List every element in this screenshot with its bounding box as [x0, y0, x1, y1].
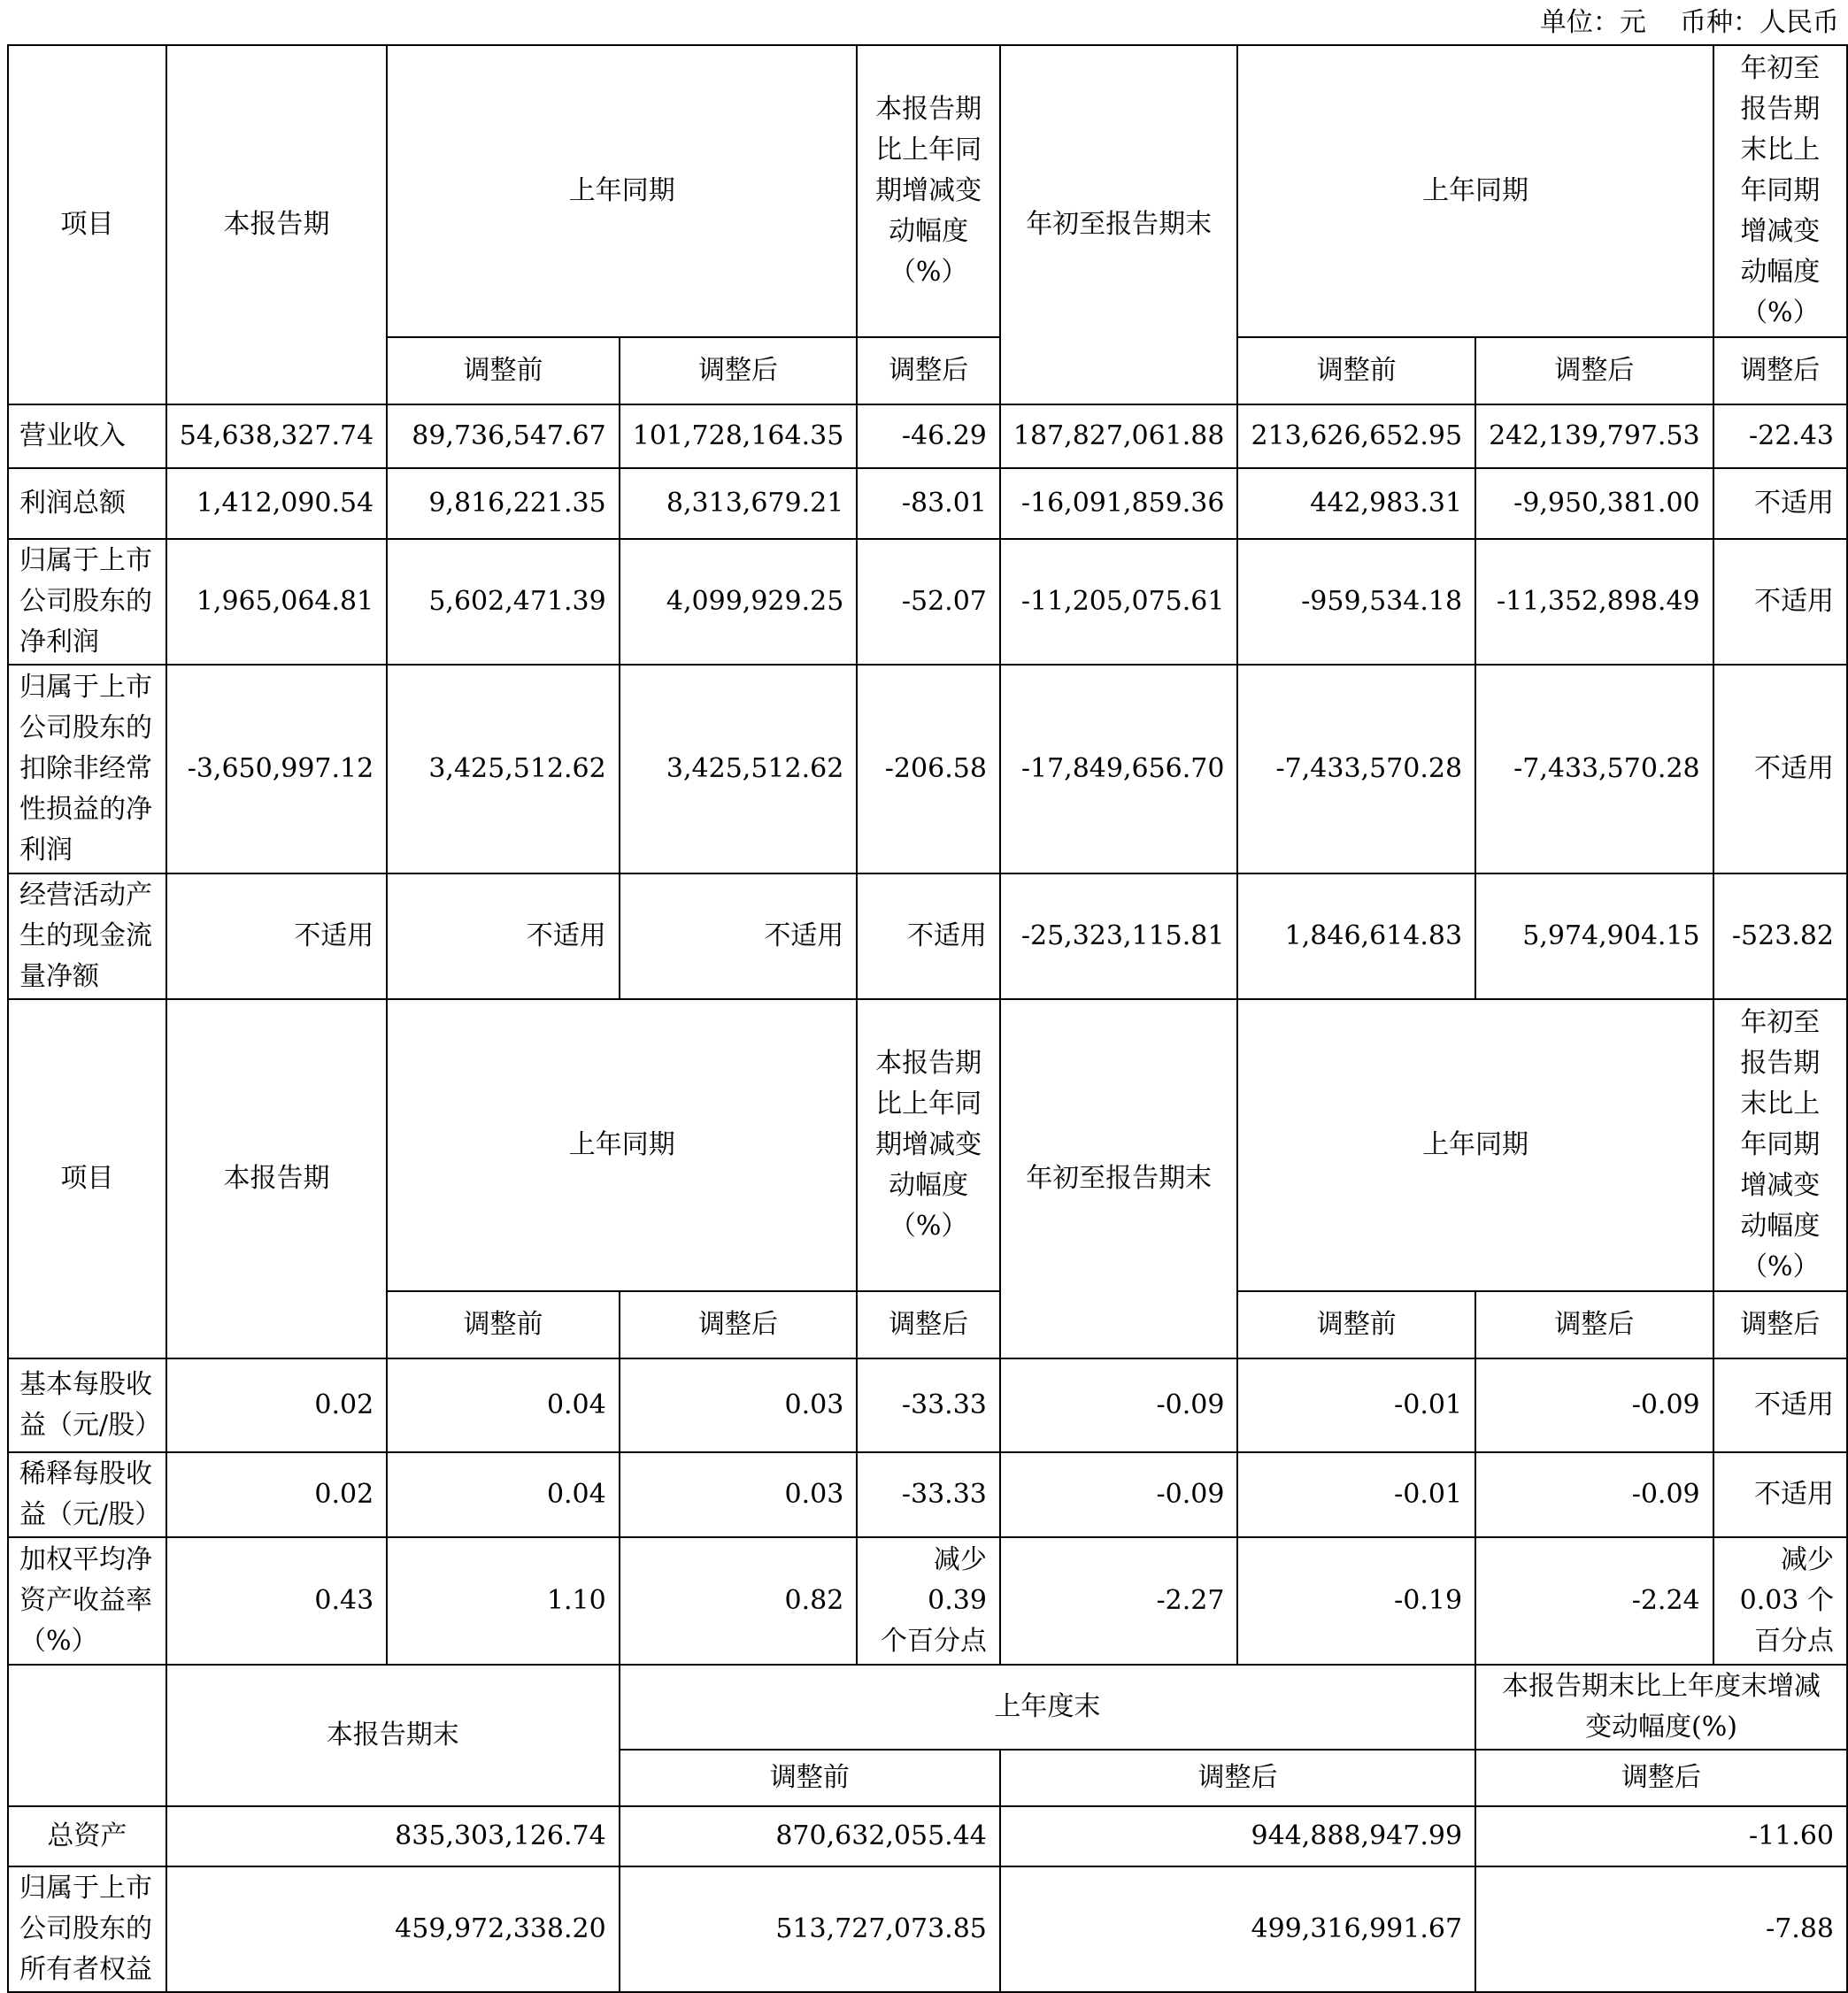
header-period-end: 本报告期末 — [166, 1665, 620, 1806]
cell-value: 不适用 — [1713, 665, 1847, 873]
cell-value: 0.02 — [166, 1358, 387, 1452]
header-prior-same-period: 上年同期 — [387, 999, 857, 1291]
cell-value: 1,965,064.81 — [166, 539, 387, 665]
header-empty — [8, 1665, 166, 1806]
cell-value: 9,816,221.35 — [387, 468, 620, 539]
cell-value: -0.09 — [1475, 1358, 1713, 1452]
cell-value: 3,425,512.62 — [387, 665, 620, 873]
header-after-adjustment: 调整后 — [1713, 337, 1847, 404]
cell-value: -0.01 — [1237, 1358, 1475, 1452]
cell-value: -9,950,381.00 — [1475, 468, 1713, 539]
row-label: 稀释每股收 益（元/股） — [8, 1452, 166, 1537]
cell-value: -33.33 — [857, 1452, 1000, 1537]
row-label: 总资产 — [8, 1806, 166, 1866]
header-item: 项目 — [8, 45, 166, 404]
header-period-change: 本报告期 比上年同 期增减变 动幅度 （%） — [857, 999, 1000, 1291]
header-after-adjustment: 调整后 — [1475, 1750, 1847, 1806]
cell-value: -11,205,075.61 — [1000, 539, 1238, 665]
cell-value: 0.82 — [620, 1537, 858, 1665]
header-current-period: 本报告期 — [166, 45, 387, 404]
header-prior-year-end: 上年度末 — [620, 1665, 1475, 1750]
cell-value: -16,091,859.36 — [1000, 468, 1238, 539]
cell-value: -0.09 — [1475, 1452, 1713, 1537]
cell-value: -33.33 — [857, 1358, 1000, 1452]
cell-value: -2.24 — [1475, 1537, 1713, 1665]
cell-value: -17,849,656.70 — [1000, 665, 1238, 873]
cell-value: 0.04 — [387, 1358, 620, 1452]
cell-value: 不适用 — [1713, 1358, 1847, 1452]
unit-currency-note: 单位：元 币种：人民币 — [1539, 7, 1839, 38]
cell-value: 不适用 — [1713, 539, 1847, 665]
cell-value: 870,632,055.44 — [620, 1806, 1000, 1866]
cell-value: 0.43 — [166, 1537, 387, 1665]
cell-value: 不适用 — [387, 873, 620, 999]
cell-value: 459,972,338.20 — [166, 1866, 620, 1992]
header-after-adjustment: 调整后 — [1713, 1291, 1847, 1358]
cell-value: -0.09 — [1000, 1452, 1238, 1537]
header-after-adjustment: 调整后 — [1475, 337, 1713, 404]
cell-value: 54,638,327.74 — [166, 404, 387, 468]
cell-value: 499,316,991.67 — [1000, 1866, 1475, 1992]
header-after-adjustment: 调整后 — [1475, 1291, 1713, 1358]
cell-value: -206.58 — [857, 665, 1000, 873]
cell-value: 101,728,164.35 — [620, 404, 858, 468]
cell-value: 不适用 — [1713, 1452, 1847, 1537]
cell-value: 835,303,126.74 — [166, 1806, 620, 1866]
header-before-adjustment: 调整前 — [1237, 337, 1475, 404]
table-row — [8, 539, 1847, 665]
cell-value: 442,983.31 — [1237, 468, 1475, 539]
row-label: 归属于上市 公司股东的 净利润 — [8, 539, 166, 665]
cell-value: 944,888,947.99 — [1000, 1806, 1475, 1866]
header-after-adjustment: 调整后 — [1000, 1750, 1475, 1806]
header-period-end-change: 本报告期末比上年度末增减 变动幅度(%) — [1475, 1665, 1847, 1750]
cell-value: 5,602,471.39 — [387, 539, 620, 665]
cell-value: 不适用 — [620, 873, 858, 999]
cell-value: 5,974,904.15 — [1475, 873, 1713, 999]
table-row — [8, 1806, 1847, 1866]
cell-value: -22.43 — [1713, 404, 1847, 468]
cell-value: 1.10 — [387, 1537, 620, 1665]
cell-value: -0.09 — [1000, 1358, 1238, 1452]
cell-value: 减少 0.39 个百分点 — [857, 1537, 1000, 1665]
header-before-adjustment: 调整前 — [387, 337, 620, 404]
cell-value: 1,846,614.83 — [1237, 873, 1475, 999]
header-before-adjustment: 调整前 — [620, 1750, 1000, 1806]
cell-value: 4,099,929.25 — [620, 539, 858, 665]
cell-value: 242,139,797.53 — [1475, 404, 1713, 468]
cell-value: 213,626,652.95 — [1237, 404, 1475, 468]
header-after-adjustment: 调整后 — [857, 1291, 1000, 1358]
header-before-adjustment: 调整前 — [387, 1291, 620, 1358]
header-prior-same-period-ytd: 上年同期 — [1237, 45, 1713, 337]
cell-value: -0.01 — [1237, 1452, 1475, 1537]
cell-value: 187,827,061.88 — [1000, 404, 1238, 468]
header-prior-same-period: 上年同期 — [387, 45, 857, 337]
header-after-adjustment: 调整后 — [857, 337, 1000, 404]
cell-value: -7.88 — [1475, 1866, 1847, 1992]
header-ytd: 年初至报告期末 — [1000, 45, 1238, 404]
header-after-adjustment: 调整后 — [620, 1291, 858, 1358]
table-row — [8, 1358, 1847, 1452]
cell-value: -83.01 — [857, 468, 1000, 539]
header-current-period: 本报告期 — [166, 999, 387, 1358]
cell-value: -46.29 — [857, 404, 1000, 468]
cell-value: 0.04 — [387, 1452, 620, 1537]
table-row — [8, 873, 1847, 999]
header-item: 项目 — [8, 999, 166, 1358]
cell-value: 不适用 — [857, 873, 1000, 999]
header-ytd-change: 年初至 报告期 末比上 年同期 增减变 动幅度 （%） — [1713, 45, 1847, 337]
row-label: 归属于上市 公司股东的 扣除非经常 性损益的净 利润 — [8, 665, 166, 873]
cell-value: -523.82 — [1713, 873, 1847, 999]
cell-value: 89,736,547.67 — [387, 404, 620, 468]
table-row — [8, 468, 1847, 539]
financial-data-table — [7, 44, 1848, 1993]
header-before-adjustment: 调整前 — [1237, 1291, 1475, 1358]
cell-value: 513,727,073.85 — [620, 1866, 1000, 1992]
table-row — [8, 404, 1847, 468]
cell-value: -7,433,570.28 — [1237, 665, 1475, 873]
header-ytd: 年初至报告期末 — [1000, 999, 1238, 1358]
row-label: 营业收入 — [8, 404, 166, 468]
table-row — [8, 1537, 1847, 1665]
header-ytd-change: 年初至 报告期 末比上 年同期 增减变 动幅度 （%） — [1713, 999, 1847, 1291]
row-label: 加权平均净 资产收益率 （%） — [8, 1537, 166, 1665]
cell-value: -11,352,898.49 — [1475, 539, 1713, 665]
header-prior-same-period-ytd: 上年同期 — [1237, 999, 1713, 1291]
cell-value: -52.07 — [857, 539, 1000, 665]
cell-value: 0.03 — [620, 1452, 858, 1537]
cell-value: 减少 0.03 个 百分点 — [1713, 1537, 1847, 1665]
header-period-change: 本报告期 比上年同 期增减变 动幅度 （%） — [857, 45, 1000, 337]
row-label: 利润总额 — [8, 468, 166, 539]
row-label: 经营活动产 生的现金流 量净额 — [8, 873, 166, 999]
cell-value: 不适用 — [166, 873, 387, 999]
table-row — [8, 1452, 1847, 1537]
cell-value: 不适用 — [1713, 468, 1847, 539]
cell-value: 0.03 — [620, 1358, 858, 1452]
row-label: 基本每股收 益（元/股） — [8, 1358, 166, 1452]
cell-value: 0.02 — [166, 1452, 387, 1537]
header-after-adjustment: 调整后 — [620, 337, 858, 404]
section2-header-row-1 — [8, 999, 1847, 1291]
cell-value: -0.19 — [1237, 1537, 1475, 1665]
cell-value: 1,412,090.54 — [166, 468, 387, 539]
cell-value: -3,650,997.12 — [166, 665, 387, 873]
cell-value: -2.27 — [1000, 1537, 1238, 1665]
cell-value: 8,313,679.21 — [620, 468, 858, 539]
section1-header-row-1 — [8, 45, 1847, 337]
table-row — [8, 1866, 1847, 1992]
row-label: 归属于上市 公司股东的 所有者权益 — [8, 1866, 166, 1992]
cell-value: -11.60 — [1475, 1806, 1847, 1866]
section3-header-row-1 — [8, 1665, 1847, 1750]
cell-value: -7,433,570.28 — [1475, 665, 1713, 873]
table-row — [8, 665, 1847, 873]
cell-value: -25,323,115.81 — [1000, 873, 1238, 999]
cell-value: 3,425,512.62 — [620, 665, 858, 873]
cell-value: -959,534.18 — [1237, 539, 1475, 665]
